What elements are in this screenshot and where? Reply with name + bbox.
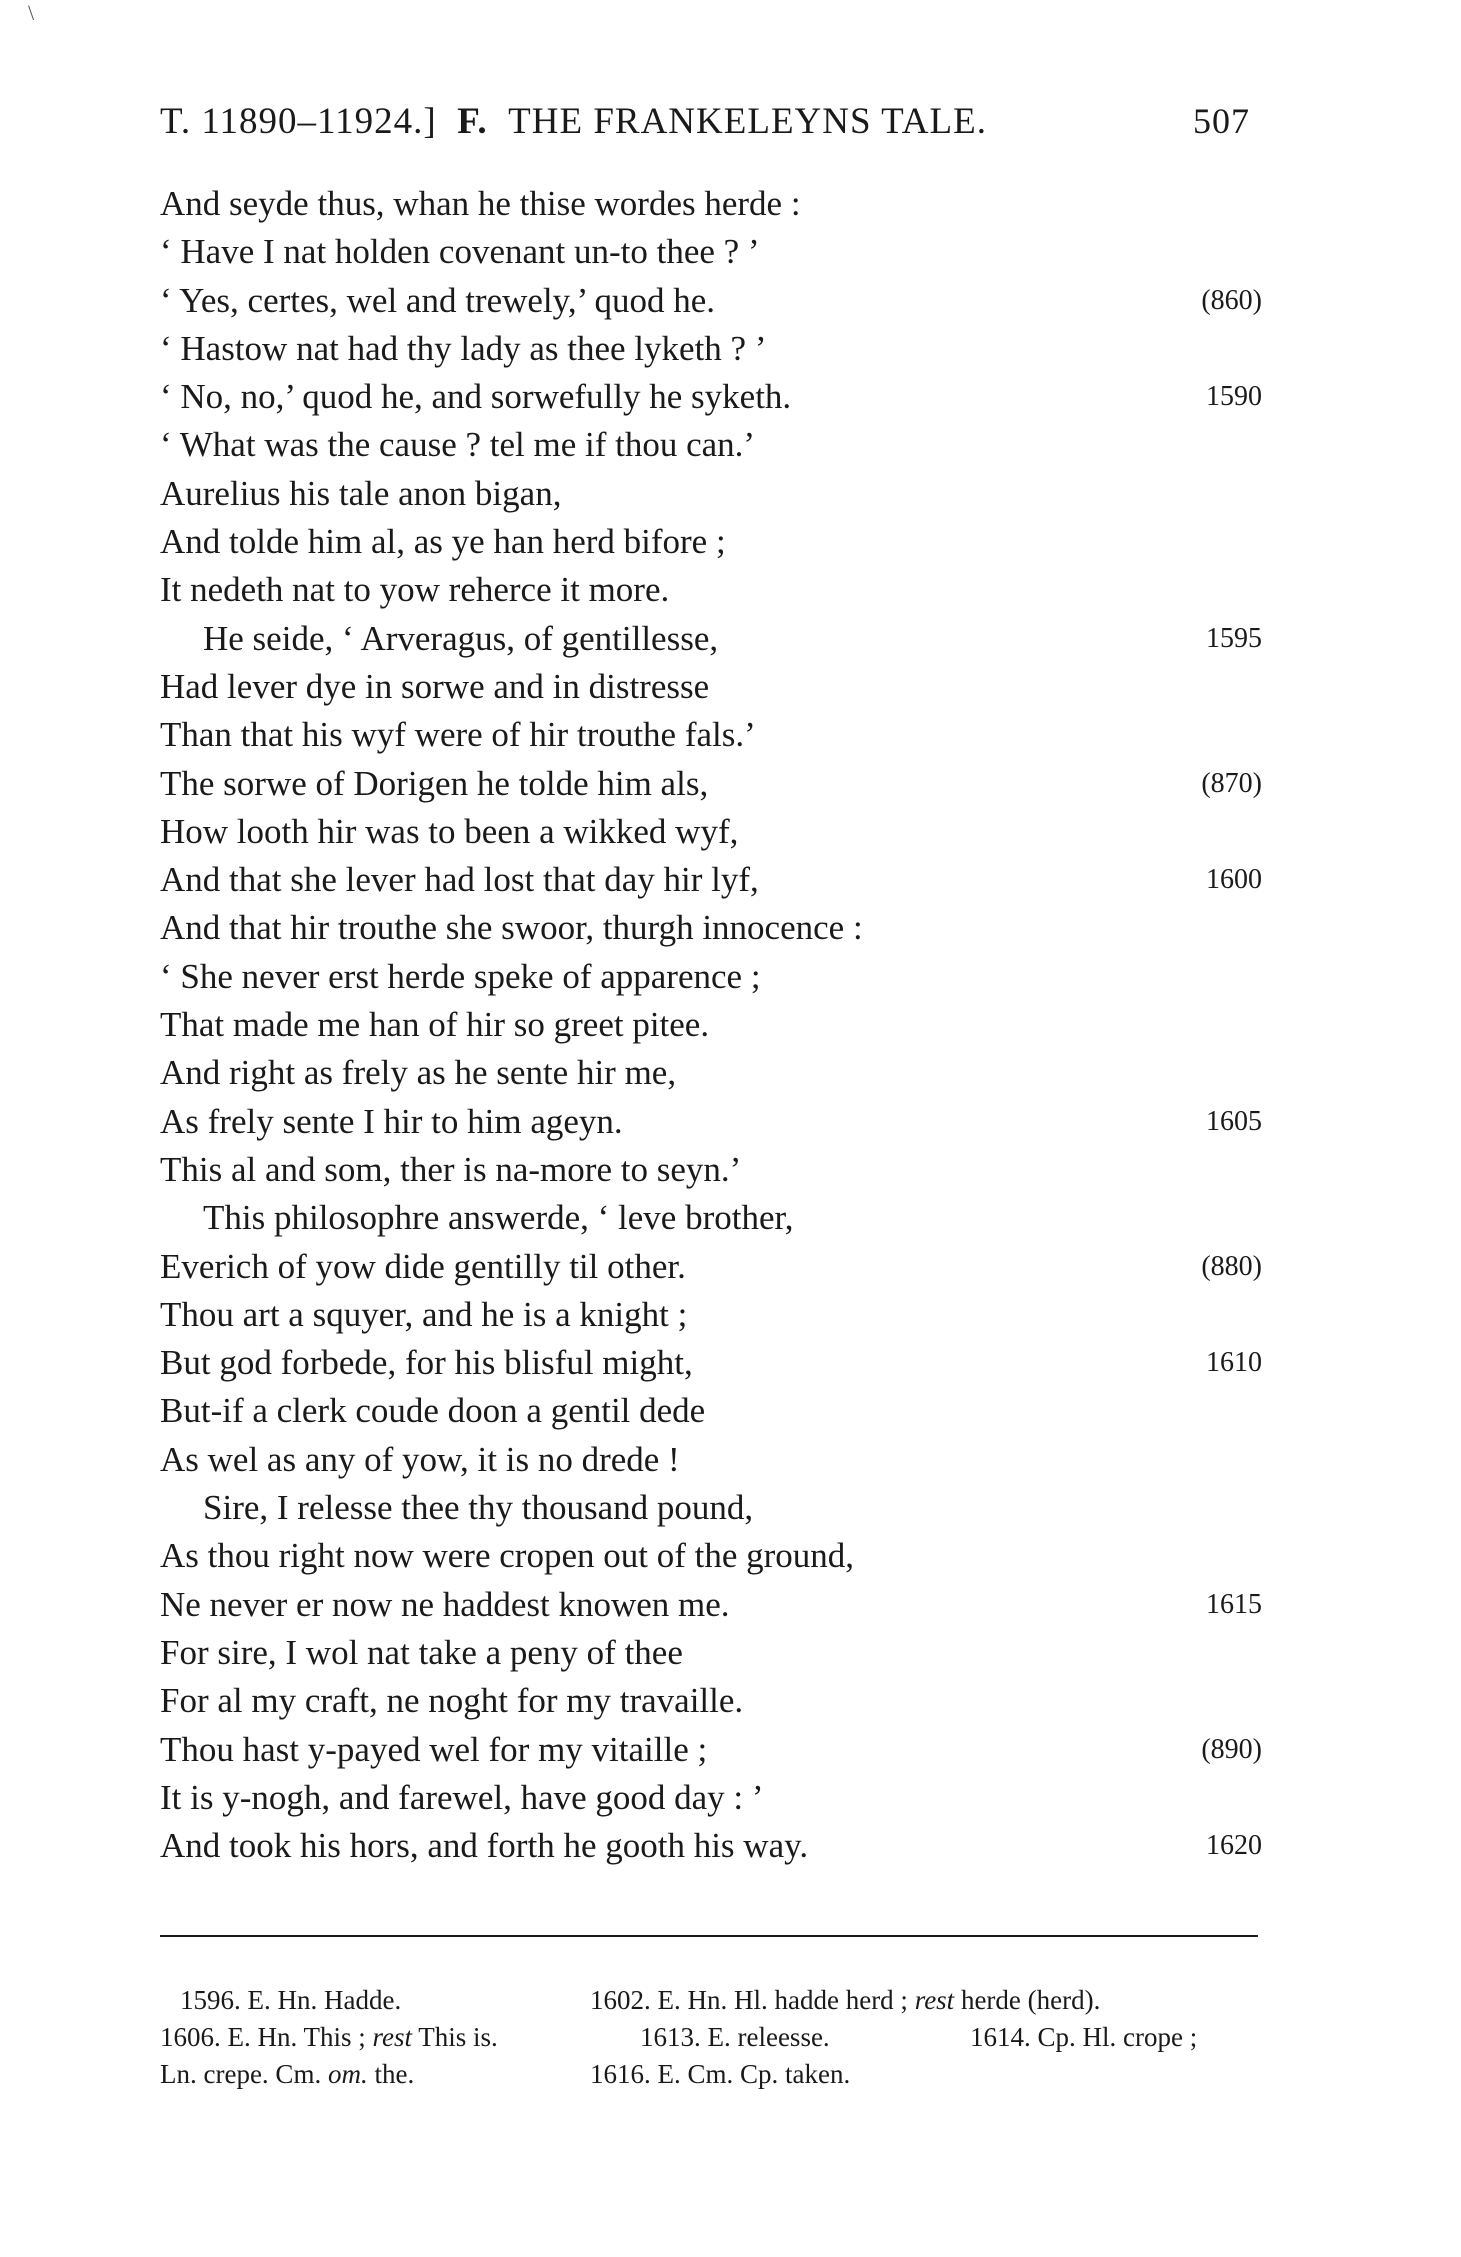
verse-line bbox=[160, 1581, 1260, 1629]
verse-text: Had lever dye in sorwe and in distresse bbox=[160, 666, 710, 706]
footnote: 1614. Cp. Hl. crope ; bbox=[970, 2022, 1198, 2052]
verse-text: And tolde him al, as ye han herd bifore ; bbox=[160, 522, 726, 562]
verse-text: This al and som, ther is na-more to seyn.’ bbox=[160, 1149, 742, 1189]
verse-line bbox=[160, 1484, 1260, 1532]
verse-line bbox=[160, 228, 1260, 276]
line-number: (890) bbox=[1201, 1733, 1262, 1765]
line-number: 1605 bbox=[1206, 1105, 1262, 1137]
verse-line bbox=[160, 1822, 1260, 1870]
verse-text: As wel as any of yow, it is no drede ! bbox=[160, 1439, 680, 1479]
verse-line bbox=[160, 663, 1260, 711]
verse-text: It is y-nogh, and farewel, have good day : ’ bbox=[160, 1777, 764, 1817]
footnote-line bbox=[160, 2019, 1270, 2056]
footnote-line bbox=[160, 1982, 1270, 2019]
line-number: (860) bbox=[1201, 284, 1262, 316]
verse-text: ‘ What was the cause ? tel me if thou can.’ bbox=[160, 425, 756, 465]
verse-line bbox=[160, 1243, 1260, 1291]
footnote: 1606. E. Hn. This ; rest This is. bbox=[160, 2022, 498, 2052]
footnote: 1602. E. Hn. Hl. hadde herd ; rest herde (herd). bbox=[590, 1985, 1101, 2015]
tale-title: THE FRANKELEYNS TALE. bbox=[508, 101, 987, 142]
verse-text: Thou art a squyer, and he is a knight ; bbox=[160, 1294, 688, 1334]
verse-line bbox=[160, 1291, 1260, 1339]
footnote-line bbox=[160, 2056, 1270, 2093]
verse-line bbox=[160, 615, 1260, 663]
margin-mark: \ bbox=[28, 0, 35, 25]
verse-line bbox=[160, 904, 1260, 952]
line-number: 1615 bbox=[1206, 1588, 1262, 1620]
footnote: 1616. E. Cm. Cp. taken. bbox=[590, 2059, 851, 2089]
verse-line bbox=[160, 856, 1260, 904]
verse-line bbox=[160, 325, 1260, 373]
verse-line bbox=[160, 470, 1260, 518]
footnote: 1596. E. Hn. Hadde. bbox=[180, 1985, 402, 2015]
verse-text: ‘ No, no,’ quod he, and sorwefully he syketh. bbox=[160, 377, 792, 417]
line-number: 1620 bbox=[1206, 1830, 1262, 1862]
line-number: (880) bbox=[1201, 1250, 1262, 1282]
verse-line bbox=[160, 1194, 1260, 1242]
verse-text: For sire, I wol nat take a peny of thee bbox=[160, 1632, 683, 1672]
line-number: 1600 bbox=[1206, 864, 1262, 896]
verse-text: And right as frely as he sente hir me, bbox=[160, 1053, 677, 1093]
verse-text: ‘ Yes, certes, wel and trewely,’ quod he. bbox=[160, 280, 715, 320]
verse-text: It nedeth nat to yow reherce it more. bbox=[160, 570, 670, 610]
verse-text: That made me han of hir so greet pitee. bbox=[160, 1005, 710, 1045]
line-number: (870) bbox=[1201, 767, 1262, 799]
verse-text: For al my craft, ne noght for my travaille. bbox=[160, 1681, 744, 1721]
verse-text: But god forbede, for his blisful might, bbox=[160, 1343, 693, 1383]
verse-line bbox=[160, 1726, 1260, 1774]
fragment-label: F. bbox=[457, 101, 488, 142]
line-number: 1595 bbox=[1206, 622, 1262, 654]
verse-text: He seide, ‘ Arveragus, of gentillesse, bbox=[203, 618, 719, 658]
verse-line bbox=[160, 277, 1260, 325]
verse-line bbox=[160, 1001, 1260, 1049]
verse-line bbox=[160, 1532, 1260, 1580]
verse-line bbox=[160, 1339, 1260, 1387]
verse-text: The sorwe of Dorigen he tolde him als, bbox=[160, 763, 709, 803]
verse-line bbox=[160, 421, 1260, 469]
verse-line bbox=[160, 953, 1260, 1001]
verse-line bbox=[160, 1146, 1260, 1194]
verse-text: And seyde thus, whan he thise wordes herde : bbox=[160, 184, 801, 223]
verse-text: But-if a clerk coude doon a gentil dede bbox=[160, 1391, 706, 1431]
verse-text: Sire, I relesse thee thy thousand pound, bbox=[203, 1488, 754, 1528]
line-number: 1610 bbox=[1206, 1347, 1262, 1379]
verse-line bbox=[160, 180, 1260, 228]
verse-line bbox=[160, 711, 1260, 759]
verse-line bbox=[160, 1629, 1260, 1677]
verse-block bbox=[160, 180, 1260, 1870]
verse-line bbox=[160, 1436, 1260, 1484]
verse-text: ‘ She never erst herde speke of apparence ; bbox=[160, 956, 761, 996]
verse-text: Thou hast y-payed wel for my vitaille ; bbox=[160, 1729, 708, 1769]
verse-text: How looth hir was to been a wikked wyf, bbox=[160, 811, 739, 851]
running-header bbox=[160, 100, 1250, 143]
line-range: T. 11890–11924.] bbox=[160, 101, 437, 142]
header-left bbox=[160, 100, 987, 143]
verse-text: And that she lever had lost that day hir lyf, bbox=[160, 860, 759, 900]
verse-text: ‘ Have I nat holden covenant un-to thee ? ’ bbox=[160, 232, 760, 272]
verse-line bbox=[160, 760, 1260, 808]
verse-line bbox=[160, 1049, 1260, 1097]
verse-text: And took his hors, and forth he gooth his way. bbox=[160, 1826, 809, 1866]
page-number: 507 bbox=[1193, 101, 1250, 141]
verse-text: This philosophre answerde, ‘ leve brother, bbox=[203, 1198, 794, 1238]
verse-text: ‘ Hastow nat had thy lady as thee lyketh ? ’ bbox=[160, 328, 767, 368]
verse-line bbox=[160, 373, 1260, 421]
verse-text: As thou right now were cropen out of the ground, bbox=[160, 1536, 855, 1576]
verse-line bbox=[160, 1387, 1260, 1435]
verse-text: Aurelius his tale anon bigan, bbox=[160, 473, 562, 513]
footnotes bbox=[160, 1982, 1270, 2093]
verse-line bbox=[160, 1677, 1260, 1725]
footnote: Ln. crepe. Cm. om. the. bbox=[160, 2059, 415, 2089]
verse-line bbox=[160, 1098, 1260, 1146]
verse-text: And that hir trouthe she swoor, thurgh innocence : bbox=[160, 908, 863, 948]
line-number: 1590 bbox=[1206, 381, 1262, 413]
verse-line bbox=[160, 808, 1260, 856]
verse-text: Ne never er now ne haddest knowen me. bbox=[160, 1584, 730, 1624]
verse-line bbox=[160, 1774, 1260, 1822]
verse-text: Everich of yow dide gentilly til other. bbox=[160, 1246, 686, 1286]
footnote: 1613. E. releesse. bbox=[640, 2022, 830, 2052]
verse-line bbox=[160, 518, 1260, 566]
verse-text: As frely sente I hir to him ageyn. bbox=[160, 1101, 623, 1141]
footnote-rule bbox=[160, 1935, 1258, 1937]
verse-line bbox=[160, 566, 1260, 614]
verse-text: Than that his wyf were of hir trouthe fals.’ bbox=[160, 715, 756, 755]
